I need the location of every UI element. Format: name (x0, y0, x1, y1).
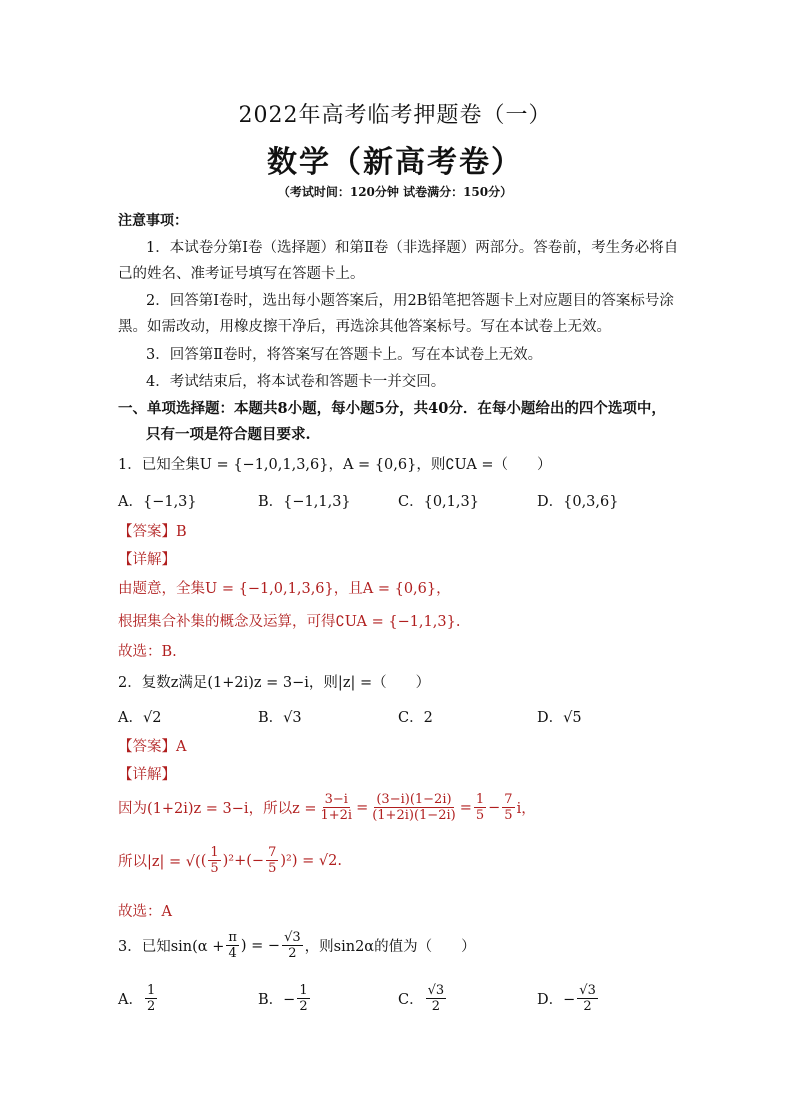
fraction-den: 5 (210, 861, 219, 876)
fraction-num: √3 (284, 930, 301, 945)
q2-option-a: A．√2 (118, 710, 162, 726)
option-label: C． (398, 992, 424, 1008)
note-line-1: 1．本试卷分第Ⅰ卷（选择题）和第Ⅱ卷（非选择题）两部分。答卷前，考生务必将自 (146, 240, 679, 256)
q2-stem: 2．复数z满足(1+2i)z = 3−i，则|z| =（ ） (118, 675, 431, 691)
fraction-den: 4 (228, 946, 237, 961)
q3-stem-prefix: 3．已知sin(α + (118, 939, 225, 955)
q1-solution-2: 根据集合补集的概念及运算，可得∁UA = {−1,1,3}. (118, 614, 461, 630)
fraction-num: (3−i)(1−2i) (376, 792, 452, 807)
fraction-num: 7 (268, 845, 277, 860)
q1-detail-label: 【详解】 (118, 552, 176, 568)
fraction-num: 7 (504, 792, 513, 807)
q2-sol2-suffix: ) = √2. (291, 852, 342, 869)
q2-solution-1: 因为(1+2i)z = 3−i，所以z = $\frac{3-i}{1+2i}$ = $\frac{(3-i)(1-2i)}{(1+2i)(1-2i)}$ = $\frac{1}{5}$ − $\frac{7}{5}$ i， (118, 792, 536, 823)
fraction-den: 5 (475, 808, 485, 823)
fraction-num: 1 (146, 983, 156, 998)
q2-detail-label: 【详解】 (118, 767, 176, 783)
fraction-num: 3−i (324, 792, 348, 807)
q2-option-b: B．√3 (258, 710, 302, 726)
q3-stem (118, 930, 476, 961)
q3-stem-suffix: ，则sin2α的值为（ ） (304, 939, 476, 955)
note-line-4: 黑。如需改动，用橡皮擦干净后，再选涂其他答案标号。写在本试卷上无效。 (118, 319, 611, 335)
q2-sol2-prefix: 所以|z| = √( (118, 854, 201, 870)
q2-solution-2: 所以|z| = √( ( $\frac{1}{5}$ )²+(− $\frac{7}{5}$ )² ) = √2. (118, 845, 342, 876)
q3-option-c (398, 983, 448, 1014)
fraction (208, 845, 220, 876)
q2-sol1-suffix: i， (516, 801, 536, 817)
q2-conclusion: 故选：A (118, 904, 172, 920)
option-label: A． (118, 992, 143, 1008)
fraction-num: 1 (475, 792, 485, 807)
fraction-den: 5 (504, 808, 513, 823)
q3-stem-mid: ) = − (240, 937, 281, 954)
fraction (297, 983, 309, 1014)
q1-option-b: B．{−1,1,3} (258, 494, 351, 510)
fraction (370, 792, 457, 823)
q2-sol1-prefix: 因为(1+2i)z = 3−i，所以z = (118, 801, 317, 817)
q3-option-a (118, 983, 159, 1014)
notes-heading: 注意事项： (118, 213, 188, 229)
fraction-num: √3 (427, 983, 445, 998)
fraction-num: π (228, 930, 237, 945)
fraction (426, 983, 447, 1014)
fraction-den: 2 (583, 999, 592, 1014)
section-heading: 一、单项选择题：本题共8小题，每小题5分，共40分．在每小题给出的四个选项中， (118, 400, 666, 417)
q2-option-c: C．2 (398, 710, 433, 726)
fraction-den: 2 (431, 999, 441, 1014)
fraction-den: 5 (268, 861, 277, 876)
note-line-2: 己的姓名、准考证号填写在答题卡上。 (118, 266, 365, 282)
q3-option-d (537, 983, 600, 1014)
minus-sign: − (488, 799, 501, 816)
fraction (474, 792, 486, 823)
exam-title: 2022年高考临考押题卷（一） (238, 103, 552, 128)
fraction (502, 792, 514, 823)
fraction-num: 1 (210, 845, 219, 860)
fraction (282, 930, 303, 961)
q1-conclusion: 故选：B. (118, 644, 177, 660)
fraction (577, 983, 598, 1014)
note-line-5: 3．回答第Ⅱ卷时，将答案写在答题卡上。写在本试卷上无效。 (146, 347, 543, 363)
fraction-den: 2 (146, 999, 156, 1014)
fraction (226, 930, 239, 961)
fraction-num: √3 (579, 983, 596, 998)
option-label: D．− (537, 992, 576, 1008)
fraction (266, 845, 278, 876)
exam-info: （考试时间：120分钟 试卷满分：150分） (277, 185, 513, 199)
fraction-den: (1+2i)(1−2i) (372, 808, 456, 823)
fraction-den: 2 (288, 946, 297, 961)
q2-answer: 【答案】A (118, 739, 187, 755)
fraction (318, 792, 354, 823)
section-heading-cont: 只有一项是符合题目要求. (146, 426, 311, 443)
option-label: B．− (258, 992, 296, 1008)
note-line-6: 4．考试结束后，将本试卷和答题卡一并交回。 (146, 374, 446, 390)
q3-option-b (258, 983, 312, 1014)
fraction-den: 2 (299, 999, 308, 1014)
q1-option-c: C．{0,1,3} (398, 494, 479, 510)
exam-subject: 数学（新高考卷） (267, 145, 523, 180)
q1-solution-1: 由题意，全集U = {−1,0,1,3,6}，且A = {0,6}， (118, 581, 451, 597)
q1-option-a: A．{−1,3} (118, 494, 197, 510)
q1-stem: 1．已知全集U = {−1,0,1,3,6}，A = {0,6}，则∁UA =（ ） (118, 457, 552, 473)
fraction-num: 1 (299, 983, 308, 998)
q1-answer: 【答案】B (118, 524, 187, 540)
q2-option-d: D．√5 (537, 710, 582, 726)
note-line-3: 2．回答第Ⅰ卷时，选出每小题答案后，用2B铅笔把答题卡上对应题目的答案标号涂 (146, 293, 674, 309)
fraction (145, 983, 157, 1014)
fraction-den: 1+2i (320, 808, 353, 823)
q1-option-d: D．{0,3,6} (537, 494, 619, 510)
